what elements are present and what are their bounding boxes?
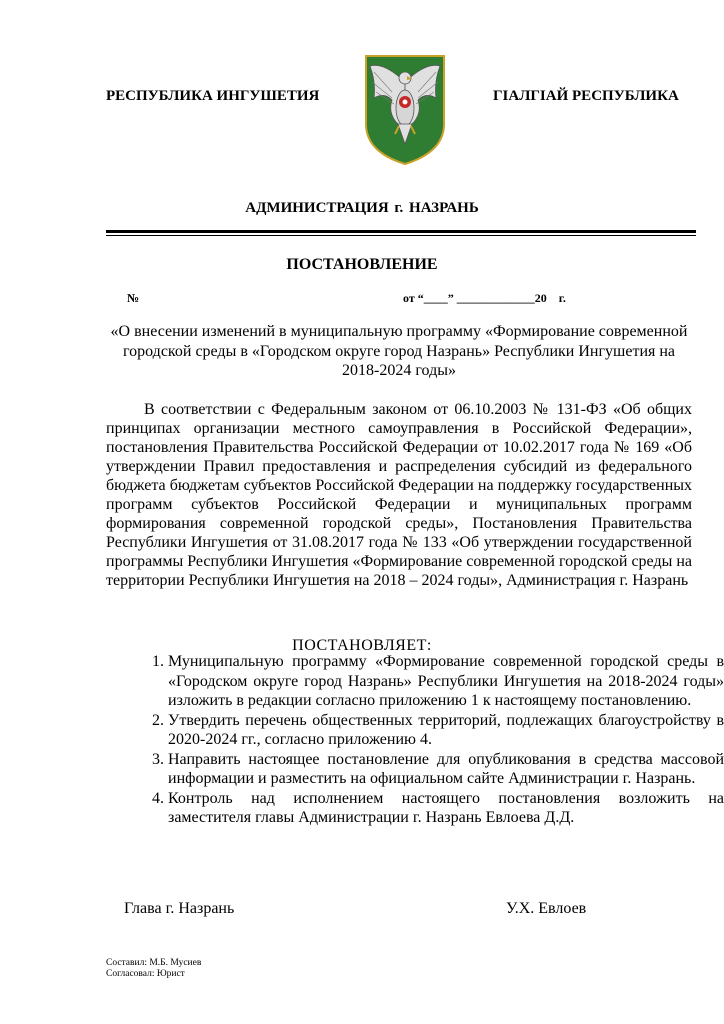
header-rule-thin xyxy=(106,235,696,236)
document-date-label: от “____” _____________20 г. xyxy=(403,291,566,305)
administration-heading: АДМИНИСТРАЦИЯ г. НАЗРАНЬ xyxy=(245,200,479,216)
header-right-republic: ГIАЛГIАЙ РЕСПУБЛИКА xyxy=(493,88,679,104)
document-title: ПОСТАНОВЛЕНИЕ xyxy=(286,256,438,273)
footer-agreed-by: Согласовал: Юрист xyxy=(106,969,185,979)
resolution-items xyxy=(130,652,724,828)
header-left-republic: РЕСПУБЛИКА ИНГУШЕТИЯ xyxy=(106,88,320,104)
preamble-paragraph: В соответствии с Федеральным законом от 06.10.2003 № 131-ФЗ «Об общих принципах организации местного самоуправления в Российской Федерации», постановления Правительства Российской Федерации от 10.02.2017 года № 169 «Об утверждении Правил предоставления и распределения субсидий из федерального бюджета бюджетам субъектов Российской Федерации на поддержку государственных программ субъектов Российской Федерации и муниципальных программ формирования современной городской среды», Постановления Правительства Республики Ингушетия от 31.08.2017 года № 133 «Об утверждении государственной программы Республики Ингушетия «Формирование современной городской среды на территории Республики Ингушетия на 2018 – 2024 годы», Администрация г. Назрань xyxy=(106,401,692,589)
list-item: 1. Муниципальную программу «Формирование современной городской среды в «Городском округе город Назрань» Республики Ингушетия на 2018-2024 годы» изложить в редакции согласно приложению 1 к настоящему постановлению. xyxy=(168,652,724,711)
signatory-name: У.Х. Евлоев xyxy=(506,900,587,917)
list-item: 4. Контроль над исполнением настоящего постановления возложить на заместителя главы Администрации г. Назрань Евлоева Д.Д. xyxy=(168,789,724,828)
header-rule-thick xyxy=(106,230,696,233)
list-item: 2. Утвердить перечень общественных территорий, подлежащих благоустройству в 2020-2024 гг., согласно приложению 4. xyxy=(168,711,724,750)
resolution-subject: «О внесении изменений в муниципальную программу «Формирование современной городской среды в «Городском округе город Назрань» Республики Ингушетия на 2018-2024 годы» xyxy=(110,323,688,379)
resolves-heading: ПОСТАНОВЛЯЕТ: xyxy=(292,637,432,654)
document-number-label: № xyxy=(127,291,140,305)
signatory-position: Глава г. Назрань xyxy=(124,900,235,917)
coat-of-arms-icon xyxy=(362,52,448,166)
list-item: 3. Направить настоящее постановление для опубликования в средства массовой информации и разместить на официальном сайте Администрации г. Назрань. xyxy=(168,750,724,789)
footer-compiled-by: Составил: М.Б. Мусиев xyxy=(106,958,202,968)
